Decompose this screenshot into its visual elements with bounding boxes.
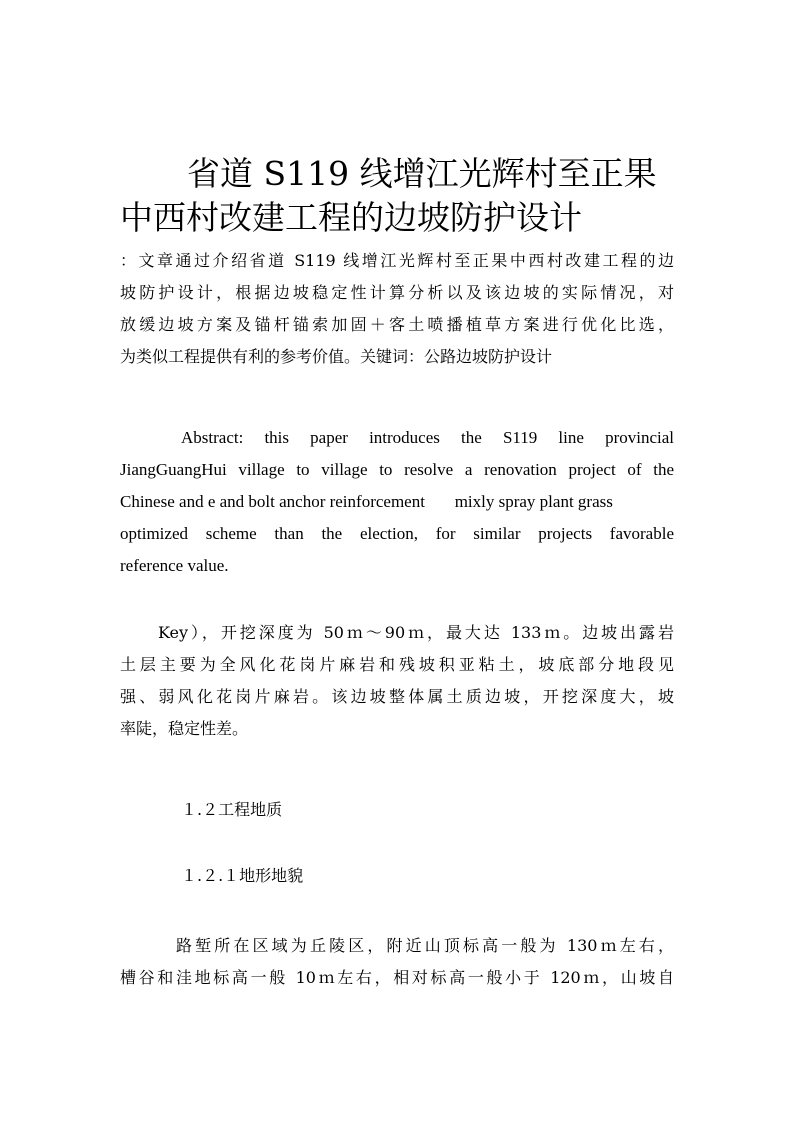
title-line-2: 中西村改建工程的边坡防护设计 bbox=[120, 198, 582, 238]
body-line: 强、弱风化花岗片麻岩。该边坡整体属土质边坡，开挖深度大，坡 bbox=[120, 687, 674, 706]
abstract-chinese bbox=[120, 245, 674, 373]
abstract-en-line: Abstract: this paper introduces the S119 line provincial bbox=[181, 428, 674, 447]
body-line: 土层主要为全风化花岗片麻岩和残坡积亚粘土，坡底部分地段见 bbox=[120, 655, 674, 674]
body-paragraph-2 bbox=[120, 930, 674, 994]
abstract-en-line: reference value. bbox=[120, 556, 229, 575]
abstract-en-line: optimized scheme than the election, for similar projects favorable bbox=[120, 524, 674, 543]
body-line: 率陡，稳定性差。 bbox=[120, 719, 249, 738]
document-title bbox=[120, 152, 680, 240]
abstract-english bbox=[120, 422, 674, 582]
title-line-1: 省道 S119 线增江光辉村至正果 bbox=[187, 154, 657, 194]
abstract-en-line: Chinese and e and bolt anchor reinforcement mixly spray plant grass bbox=[120, 492, 613, 511]
body-line: 路堑所在区域为丘陵区，附近山顶标高一般为 130ｍ左右， bbox=[176, 936, 674, 955]
abstract-cn-line: 为类似工程提供有利的参考价值。关键词：公路边坡防护设计 bbox=[120, 347, 553, 366]
abstract-cn-line: 坡防护设计，根据边坡稳定性计算分析以及该边坡的实际情况，对 bbox=[120, 283, 674, 302]
section-heading-1-2: １.２工程地质 bbox=[181, 800, 283, 819]
body-paragraph-1 bbox=[120, 617, 674, 745]
section-heading-1-2-1: １.２.１地形地貌 bbox=[181, 866, 304, 885]
abstract-cn-line: 放缓边坡方案及锚杆锚索加固＋客土喷播植草方案进行优化比选， bbox=[120, 315, 674, 334]
body-line: Key），开挖深度为 50ｍ～90ｍ，最大达 133ｍ。边坡出露岩 bbox=[158, 623, 674, 642]
abstract-en-line: JiangGuangHui village to village to resolve a renovation project of the bbox=[120, 460, 674, 479]
body-line: 槽谷和洼地标高一般 10ｍ左右，相对标高一般小于 120ｍ，山坡自 bbox=[120, 968, 674, 987]
abstract-cn-line: ：文章通过介绍省道 S119 线增江光辉村至正果中西村改建工程的边 bbox=[120, 251, 674, 270]
